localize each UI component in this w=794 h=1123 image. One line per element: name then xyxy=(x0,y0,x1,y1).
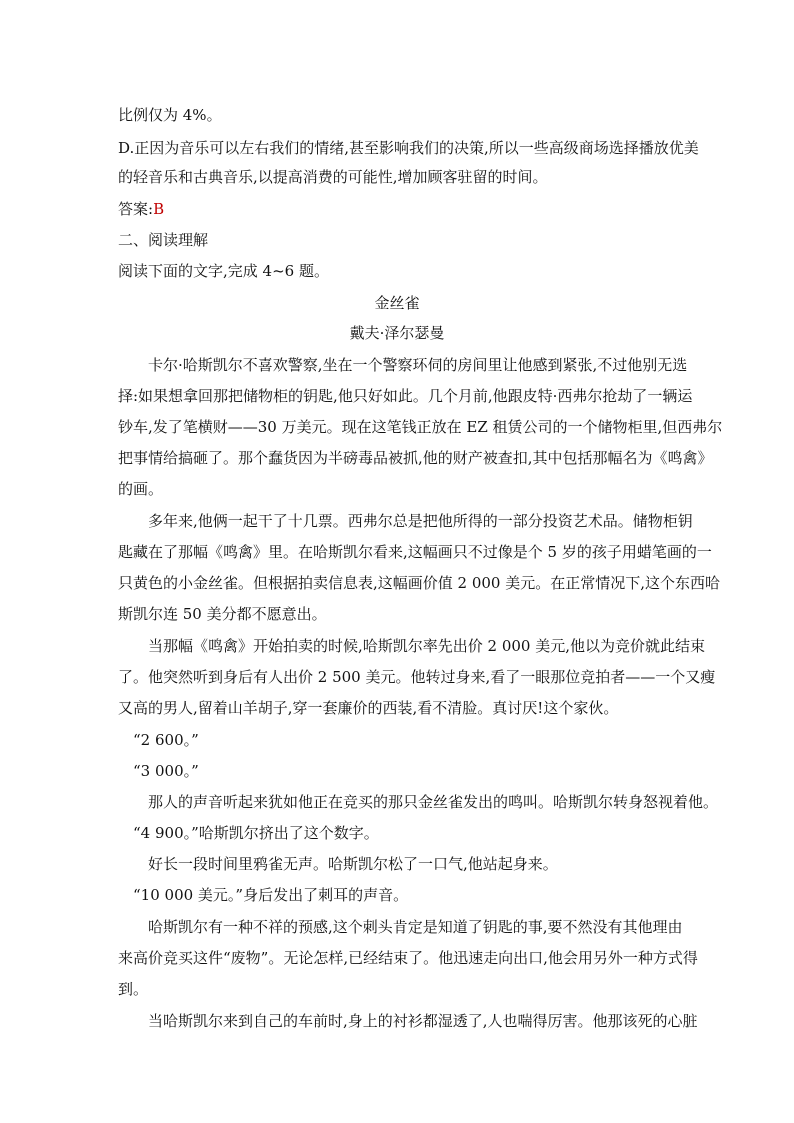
dialogue-4900: “4 900。”哈斯凯尔挤出了这个数字。 xyxy=(133,824,379,842)
paragraph-1-line-2: 择:如果想拿回那把储物柜的钥匙,他只好如此。几个月前,他跟皮特·西弗尔抢劫了一辆运 xyxy=(118,387,693,405)
answer-value: B xyxy=(153,200,165,218)
answer-label: 答案: xyxy=(118,200,154,218)
paragraph-2-line-4: 斯凯尔连 50 美分都不愿意出。 xyxy=(118,605,327,623)
paragraph-3-line-1: 当那幅《鸣禽》开始拍卖的时候,哈斯凯尔率先出价 2 000 美元,他以为竞价就此结束 xyxy=(148,637,706,655)
option-d-line-1: D.正因为音乐可以左右我们的情绪,甚至影响我们的决策,所以一些高级商场选择播放优美 xyxy=(118,139,699,157)
story-title: 金丝雀 xyxy=(374,294,420,312)
paragraph-3-line-2: 了。他突然听到身后有人出价 2 500 美元。他转过身来,看了一眼那位竞拍者——一个又瘦 xyxy=(118,668,716,686)
paragraph-1-line-5: 的画。 xyxy=(118,480,164,498)
dialogue-3000: “3 000。” xyxy=(133,762,199,780)
paragraph-3-line-3: 又高的男人,留着山羊胡子,穿一套廉价的西装,看不清脸。真讨厌!这个家伙。 xyxy=(118,699,619,717)
paragraph-6-line-1: 哈斯凯尔有一种不祥的预感,这个刺头肯定是知道了钥匙的事,要不然没有其他理由 xyxy=(148,918,683,936)
dialogue-2600: “2 600。” xyxy=(133,731,199,749)
paragraph-2-line-1: 多年来,他俩一起干了十几票。西弗尔总是把他所得的一部分投资艺术品。储物柜钥 xyxy=(148,512,693,530)
dialogue-10000: “10 000 美元。”身后发出了刺耳的声音。 xyxy=(133,886,409,904)
instruction: 阅读下面的文字,完成 4~6 题。 xyxy=(118,262,329,280)
paragraph-1-line-3: 钞车,发了笔横财——30 万美元。现在这笔钱正放在 EZ 租赁公司的一个储物柜里,但西弗尔 xyxy=(118,418,723,436)
option-d-line-2: 的轻音乐和古典音乐,以提高消费的可能性,增加顾客驻留的时间。 xyxy=(118,168,548,186)
paragraph-6-line-2: 来高价竞买这件“废物”。无论怎样,已经结束了。他迅速走向出口,他会用另外一种方式得 xyxy=(118,949,698,967)
paragraph-4: 那人的声音听起来犹如他正在竞买的那只金丝雀发出的鸣叫。哈斯凯尔转身怒视着他。 xyxy=(148,793,719,811)
paragraph-2-line-3: 只黄色的小金丝雀。但根据拍卖信息表,这幅画价值 2 000 美元。在正常情况下,这个东西哈 xyxy=(118,574,721,592)
paragraph-1-line-4: 把事情给搞砸了。那个蠢货因为半磅毒品被抓,他的财产被查扣,其中包括那幅名为《鸣禽》 xyxy=(118,449,713,467)
paragraph-6-line-3: 到。 xyxy=(118,980,149,998)
paragraph-2-line-2: 匙藏在了那幅《鸣禽》里。在哈斯凯尔看来,这幅画只不过像是个 5 岁的孩子用蜡笔画的一 xyxy=(118,543,712,561)
paragraph-7-line-1: 当哈斯凯尔来到自己的车前时,身上的衬衫都湿透了,人也喘得厉害。他那该死的心脏 xyxy=(148,1012,698,1030)
paragraph-5: 好长一段时间里鸦雀无声。哈斯凯尔松了一口气,他站起身来。 xyxy=(148,855,558,873)
answer-line xyxy=(118,198,164,219)
option-c-tail: 比例仅为 4%。 xyxy=(118,106,222,124)
section-heading: 二、阅读理解 xyxy=(118,231,209,249)
paragraph-1-line-1: 卡尔·哈斯凯尔不喜欢警察,坐在一个警察环伺的房间里让他感到紧张,不过他别无选 xyxy=(148,356,688,374)
story-author: 戴夫·泽尔瑟曼 xyxy=(349,324,445,342)
